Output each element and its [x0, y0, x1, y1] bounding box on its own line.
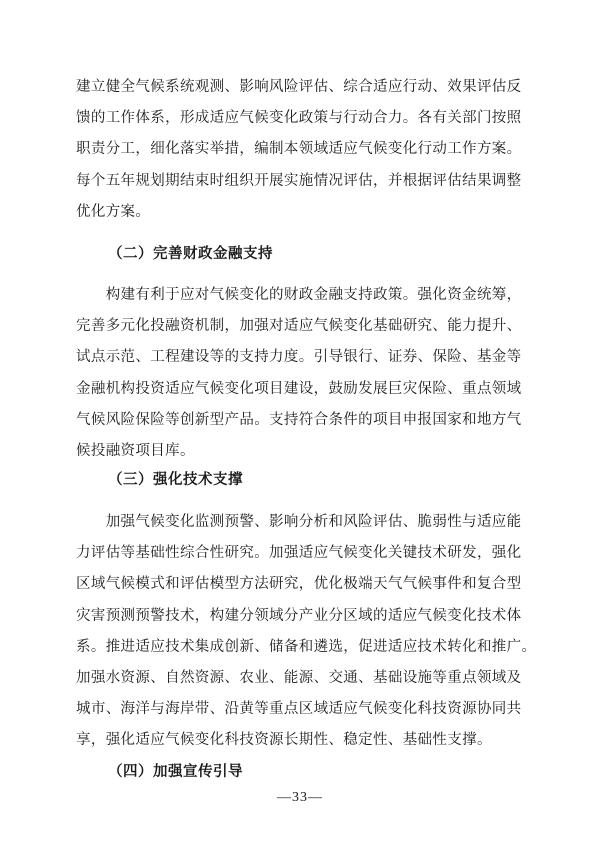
text-line: 职责分工，细化落实举措，编制本领域适应气候变化行动工作方案。: [76, 141, 522, 158]
text-line: 区域气候模式和评估模型方法研究，优化极端天气气候事件和复合型: [76, 576, 522, 593]
text-line: 完善多元化投融资机制，加强对适应气候变化基础研究、能力提升、: [76, 318, 522, 335]
text-line: 加强水资源、自然资源、农业、能源、交通、基础设施等重点领域及: [76, 670, 522, 687]
text-line: 馈的工作体系，形成适应气候变化政策与行动合力。各有关部门按照: [76, 110, 522, 127]
text-line: 灾害预测预警技术，构建分领域分产业分区域的适应气候变化技术体: [76, 607, 522, 624]
paragraph-3: [76, 507, 537, 757]
section-heading-3: （三）强化技术支撑: [108, 471, 243, 488]
text-line: 金融机构投资适应气候变化项目建设，鼓励发展巨灾保险、重点领域: [76, 380, 522, 397]
text-line: 享，强化适应气候变化科技资源长期性、稳定性、基础性支撑。: [76, 732, 492, 749]
text-line: 力评估等基础性综合性研究。加强适应气候变化关键技术研发，强化: [76, 545, 522, 562]
section-heading-4: （四）加强宣传引导: [108, 763, 243, 780]
text-line: 候投融资项目库。: [76, 443, 195, 460]
paragraph-1: [76, 72, 528, 228]
text-line: 优化方案。: [76, 203, 151, 220]
text-line: 建立健全气候系统观测、影响风险评估、综合适应行动、效果评估反: [76, 79, 522, 95]
text-line: 城市、海洋与海岸带、沿黄等重点区域适应气候变化科技资源协同共: [76, 701, 522, 718]
page-number: —33—: [277, 790, 323, 805]
text-line: 加强气候变化监测预警、影响分析和风险评估、脆弱性与适应能: [76, 514, 522, 530]
text-line: 系。推进适应技术集成创新、储备和遴选，促进适应技术转化和推广。: [76, 638, 537, 655]
text-line: 每个五年规划期结束时组织开展实施情况评估，并根据评估结果调整: [76, 172, 522, 189]
text-line: 构建有利于应对气候变化的财政金融支持政策。强化资金统筹，: [76, 287, 522, 303]
paragraph-2: [76, 280, 528, 467]
text-line: 试点示范、工程建设等的支持力度。引导银行、证券、保险、基金等: [76, 349, 522, 366]
text-line: 气候风险保险等创新型产品。支持符合条件的项目申报国家和地方气: [76, 411, 522, 428]
section-heading-2: （二）完善财政金融支持: [108, 245, 273, 262]
